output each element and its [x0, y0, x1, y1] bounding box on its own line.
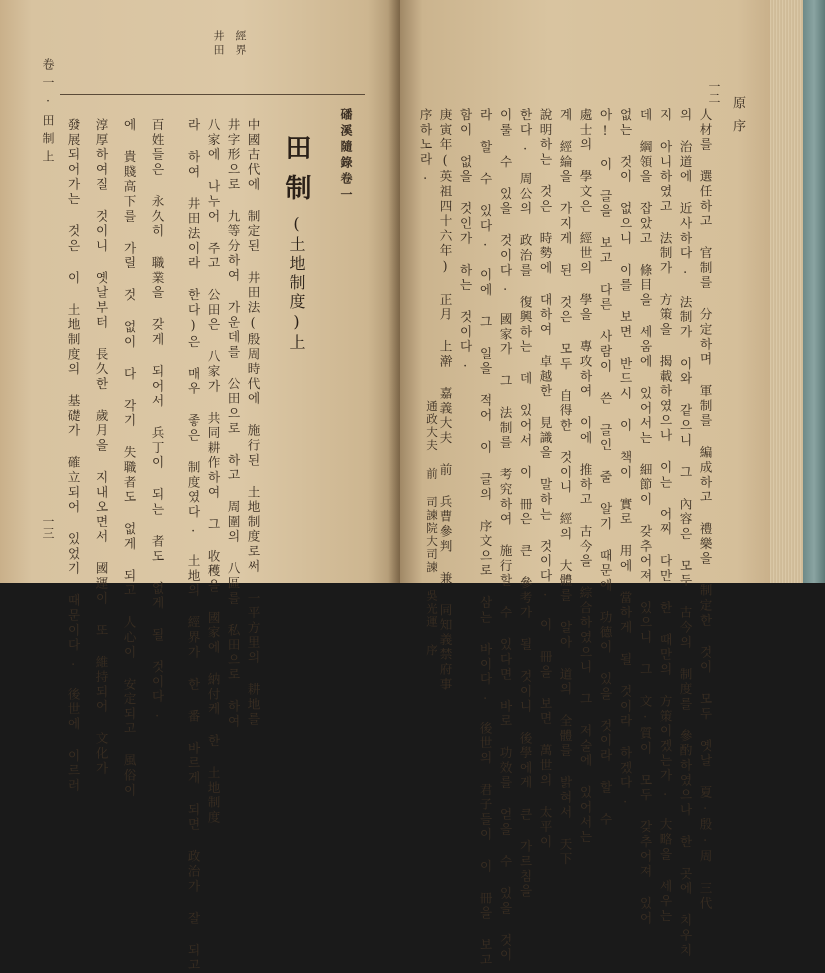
chapter-title	[278, 134, 315, 353]
header-rule	[60, 94, 365, 95]
body-column: 에 貴賤高下를 가릴 것 없이 다 각기 失職者도 없게 되고 人心이 安定되고 風俗이	[121, 118, 137, 798]
body-column: 處士의 學文은 經世의 學을 專攻하여 이에 推하고 古今을 綜合하였으니 그 저술에 있어서는	[577, 108, 593, 845]
body-column: 淳厚하여질 것이니 옛날부터 長久한 歲月을 지내오면서 國運이 또 維持되어 文化가	[93, 118, 109, 776]
preface-title: 原序	[730, 96, 745, 142]
body-column: 아! 이 글을 보고 다른 사람이 쓴 글인 줄 알기 때문에 功德이 있을 것이라 할 수	[597, 108, 613, 828]
body-column: 의 治道에 近사하다. 法制가 이와 같으니 그 內容은 모두 古今의 制度를 參酌하였으나 한 곳에 치우치	[677, 108, 693, 958]
body-column: 데 綱領을 잡았고 條目을 세움에 있어서는 細節이 갖추어져 있으니 그 文·質이 모두 갖추어져 있어	[637, 108, 653, 926]
book-cover-edge	[803, 0, 825, 583]
body-column: 井字形으로 九等分하여 가운데를 公田으로 하고 周圍의 八區를 私田으로 하여	[225, 118, 241, 730]
body-column: 說明하는 것은 時勢에 대하여 卓越한 見識을 말하는 것이다. 이 冊을 보면 萬世의 太平이	[537, 108, 553, 850]
body-column: 序하노라.	[417, 108, 433, 185]
body-column: 이룰 수 있을 것이다. 國家가 그 法制를 考究하여 施行할 수 있다면 바로 功效를 얻을 수 있을 것이	[497, 108, 513, 963]
body-column: 中國古代에 制定된 井田法(殷周時代에 施行된 土地制度로써 一平方里의 耕地를	[245, 118, 261, 727]
body-column: 한다. 周公의 政治를 復興하는 데 있어서 이 冊은 큰 參考가 될 것이니 後學에게 큰 가르침을	[517, 108, 533, 899]
body-column: 라 하여 井田法이라 한다)은 매우 좋은 制度였다. 土地의 經界가 한 番 바르게 되면 政治가 잘 되고	[185, 118, 201, 973]
body-column: 八家에 나누어 주고 公田은 八家가 共同耕作하여 그 收穫을 國家에 納付케 한 土地制度	[205, 118, 221, 826]
signature-line: 通政大夫 前 司諫院大司諫 吳光運 序	[425, 400, 439, 657]
chapter-subtitle: (土地制度)上	[287, 214, 306, 353]
left-page	[0, 0, 400, 973]
body-column: 없는 것이 없으니 이를 보면 반드시 이 책이 實로 用에 當하게 될 것이라 하겠다.	[617, 108, 633, 808]
body-column: 庚寅年(英祖四十六年) 正月 上澣 嘉義大夫 前 兵曹參判 兼 同知義禁府事	[437, 108, 453, 692]
page-number: 一三	[41, 515, 55, 539]
body-column: 百姓들은 永久히 職業을 갖게 되어서 兵丁이 되는 者도 없게 될 것이다.	[149, 118, 165, 722]
chapter-title-main: 田制	[281, 134, 311, 214]
page-edges	[770, 0, 825, 583]
body-column: 함이 없을 것인가 하는 것이다.	[457, 108, 473, 372]
body-column: 라 할 수 있다. 이에 그 일을 적어 이 글의 序文으로 삼는 바이다. 後世의 君子들이 이 冊을 보고	[477, 108, 493, 968]
page-number-right: 一二	[707, 80, 721, 104]
body-column: 發展되어가는 것은 이 土地制度의 基礎가 確立되어 있었기 때문이다. 後世에 이르러	[65, 118, 81, 794]
running-header-author-2: 經界	[234, 30, 247, 58]
body-column: 지 아니하였고 法制가 方策을 揭載하였으나 이는 어찌 다만 한 때만의 方策이겠는가. 大略을 세우는	[657, 108, 673, 924]
body-column: 계 經綸을 가지게 된 것은 모두 自得한 것이니 經의 大體를 알아 道의 全體를 밝혀서 天下	[557, 108, 573, 867]
running-header-author: 井田	[212, 30, 225, 58]
series-title: 磻溪隨錄卷一	[339, 108, 353, 204]
side-label: 卷一·田制上	[41, 58, 55, 168]
body-column: 人材를 選任하고 官制를 分定하며 軍制를 編成하고 禮樂을 制定한 것이 모두 옛날 夏·殷·周 三代	[697, 108, 713, 912]
